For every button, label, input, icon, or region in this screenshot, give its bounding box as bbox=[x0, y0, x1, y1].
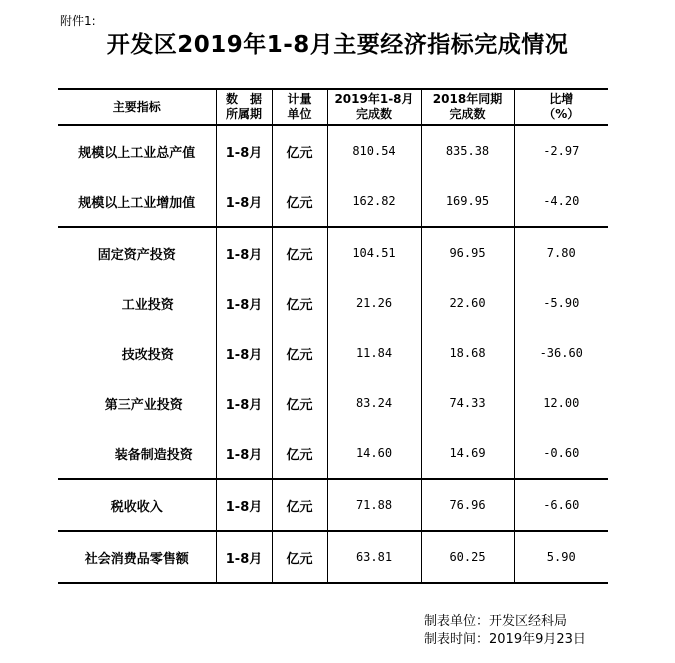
row-current: 11.84 bbox=[327, 328, 421, 378]
row-current: 162.82 bbox=[327, 176, 421, 227]
row-period: 1-8月 bbox=[216, 428, 272, 479]
row-indicator: 第三产业投资 bbox=[104, 397, 183, 413]
table-row bbox=[58, 125, 608, 176]
row-current: 83.24 bbox=[327, 378, 421, 428]
row-previous: 60.25 bbox=[421, 531, 514, 583]
header-unit: 计量 单位 bbox=[272, 89, 327, 125]
row-previous: 18.68 bbox=[421, 328, 514, 378]
row-previous: 835.38 bbox=[421, 125, 514, 176]
footer-compiled-time: 制表时间：2019年9月23日 bbox=[424, 632, 586, 647]
row-unit: 亿元 bbox=[272, 531, 327, 583]
row-growth: -4.20 bbox=[514, 176, 608, 227]
row-growth: -36.60 bbox=[514, 328, 608, 378]
document-title: 开发区2019年1-8月主要经济指标完成情况 bbox=[106, 32, 569, 58]
table-row bbox=[58, 176, 608, 227]
row-unit: 亿元 bbox=[272, 378, 327, 428]
row-indicator: 税收收入 bbox=[58, 479, 216, 531]
row-period: 1-8月 bbox=[216, 125, 272, 176]
row-unit: 亿元 bbox=[272, 428, 327, 479]
row-previous: 22.60 bbox=[421, 278, 514, 328]
row-growth: -0.60 bbox=[514, 428, 608, 479]
table-row bbox=[58, 378, 608, 428]
header-growth: 比增 （%） bbox=[514, 89, 608, 125]
table-row bbox=[58, 531, 608, 583]
row-unit: 亿元 bbox=[272, 479, 327, 531]
row-period: 1-8月 bbox=[216, 328, 272, 378]
row-period: 1-8月 bbox=[216, 531, 272, 583]
row-indicator: 工业投资 bbox=[121, 297, 174, 313]
row-previous: 96.95 bbox=[421, 227, 514, 278]
row-unit: 亿元 bbox=[272, 176, 327, 227]
row-indicator: 规模以上工业总产值 bbox=[78, 145, 196, 161]
row-indicator: 规模以上工业增加值 bbox=[78, 195, 196, 211]
header-indicator: 主要指标 bbox=[58, 89, 216, 125]
table-row bbox=[58, 328, 608, 378]
row-current: 104.51 bbox=[327, 227, 421, 278]
row-growth: 7.80 bbox=[514, 227, 608, 278]
row-growth: -6.60 bbox=[514, 479, 608, 531]
indicator-table bbox=[58, 88, 608, 584]
row-previous: 76.96 bbox=[421, 479, 514, 531]
table-row bbox=[58, 428, 608, 479]
header-period: 数 据 所属期 bbox=[216, 89, 272, 125]
row-current: 14.60 bbox=[327, 428, 421, 479]
table-row bbox=[58, 479, 608, 531]
row-indicator: 技改投资 bbox=[121, 347, 174, 363]
row-previous: 74.33 bbox=[421, 378, 514, 428]
row-unit: 亿元 bbox=[272, 125, 327, 176]
row-current: 63.81 bbox=[327, 531, 421, 583]
row-growth: 5.90 bbox=[514, 531, 608, 583]
row-period: 1-8月 bbox=[216, 378, 272, 428]
row-unit: 亿元 bbox=[272, 328, 327, 378]
footer-compiled-by: 制表单位：开发区经科局 bbox=[424, 614, 568, 629]
row-unit: 亿元 bbox=[272, 227, 327, 278]
row-indicator: 装备制造投资 bbox=[114, 447, 193, 463]
row-growth: -2.97 bbox=[514, 125, 608, 176]
header-current: 2019年1-8月 完成数 bbox=[327, 89, 421, 125]
header-previous: 2018年同期 完成数 bbox=[421, 89, 514, 125]
table-row bbox=[58, 278, 608, 328]
row-current: 810.54 bbox=[327, 125, 421, 176]
row-indicator: 固定资产投资 bbox=[58, 227, 216, 278]
row-period: 1-8月 bbox=[216, 176, 272, 227]
row-growth: -5.90 bbox=[514, 278, 608, 328]
row-period: 1-8月 bbox=[216, 479, 272, 531]
attachment-label: 附件1: bbox=[60, 14, 96, 28]
row-current: 21.26 bbox=[327, 278, 421, 328]
table-row bbox=[58, 227, 608, 278]
row-indicator: 社会消费品零售额 bbox=[58, 531, 216, 583]
row-growth: 12.00 bbox=[514, 378, 608, 428]
row-current: 71.88 bbox=[327, 479, 421, 531]
row-previous: 169.95 bbox=[421, 176, 514, 227]
row-previous: 14.69 bbox=[421, 428, 514, 479]
table-header-row bbox=[58, 89, 608, 125]
row-unit: 亿元 bbox=[272, 278, 327, 328]
row-period: 1-8月 bbox=[216, 278, 272, 328]
row-period: 1-8月 bbox=[216, 227, 272, 278]
